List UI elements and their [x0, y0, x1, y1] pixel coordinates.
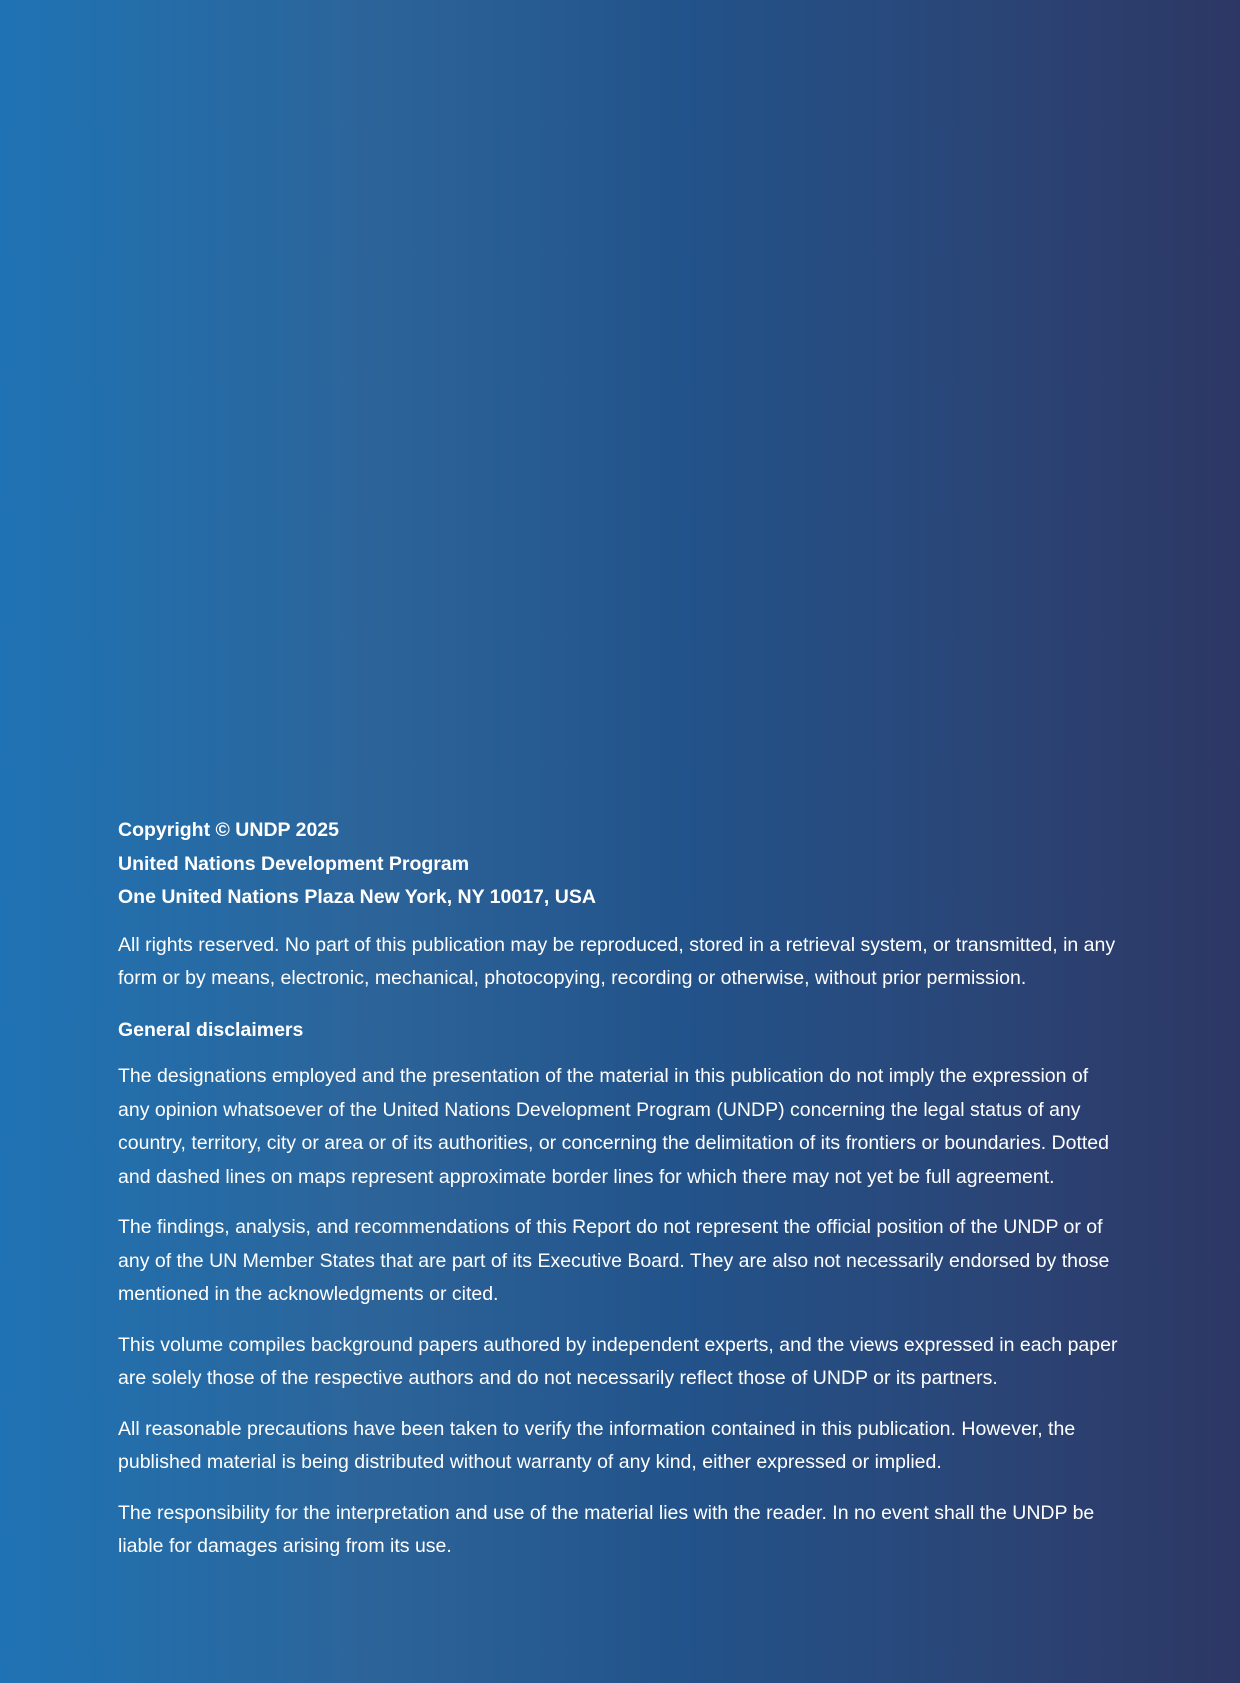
- disclaimer-paragraph: All reasonable precautions have been taken to verify the information contained in this publication. However, the published material is being distributed without warranty of any kind, either expressed or implied.: [118, 1417, 1076, 1473]
- disclaimer-paragraph: The designations employed and the presentation of the material in this publication do not imply the expression of any opinion whatsoever of the United Nations Development Program (UNDP) concerning the legal status of any country, territory, city or area or of its authorities, or concerning the delimitation of its frontiers or boundaries. Dotted and dashed lines on maps represent approximate border lines for which there may not yet be full agreement.: [118, 1065, 1109, 1188]
- copyright-notice: [118, 814, 1124, 1564]
- organization-address: One United Nations Plaza New York, NY 10017, USA: [118, 886, 596, 908]
- disclaimer-paragraph: The responsibility for the interpretation and use of the material lies with the reader. In no event shall the UNDP be liable for damages arising from its use.: [118, 1501, 1095, 1557]
- publisher-address: [118, 814, 1124, 915]
- rights-statement: All rights reserved. No part of this publication may be reproduced, stored in a retrieval system, or transmitted, in any form or by means, electronic, mechanical, photocopying, recording or otherwise, without prior permission.: [118, 933, 1116, 989]
- disclaimers-heading: General disclaimers: [118, 1018, 304, 1041]
- copyright-line: Copyright © UNDP 2025: [118, 819, 339, 841]
- organization-name: United Nations Development Program: [118, 852, 470, 875]
- disclaimer-paragraph: The findings, analysis, and recommendations of this Report do not represent the official position of the UNDP or of any of the UN Member States that are part of its Executive Board. They are also not necessarily endorsed by those mentioned in the acknowledgments or cited.: [118, 1216, 1110, 1305]
- disclaimer-paragraph: This volume compiles background papers authored by independent experts, and the views expressed in each paper are solely those of the respective authors and do not necessarily reflect those of UNDP or its partners.: [118, 1333, 1118, 1389]
